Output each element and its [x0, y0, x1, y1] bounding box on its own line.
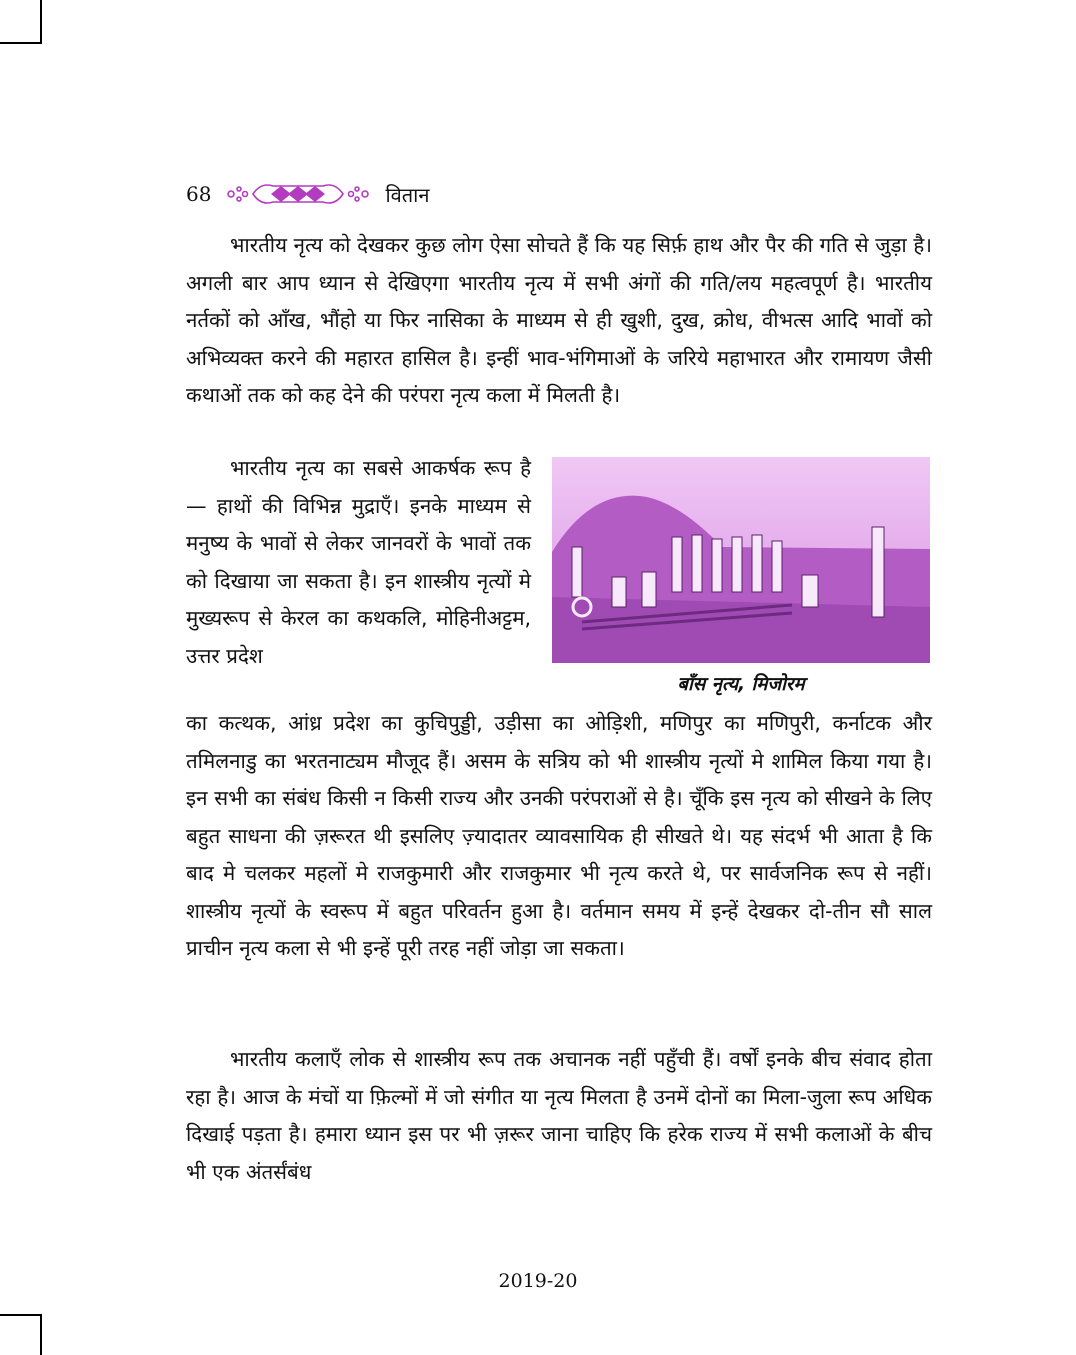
book-title: वितान	[385, 182, 430, 207]
crop-mark-bottom-vertical	[40, 1314, 42, 1355]
page-header	[186, 180, 429, 208]
crop-mark-top-horizontal	[0, 42, 42, 44]
crop-mark-top-vertical	[40, 0, 42, 44]
paragraph-2-start: भारतीय नृत्य का सबसे आकर्षक रूप है— हाथों की विभिन्न मुद्राएँ। इनके माध्यम से मनुष्य के भावों से लेकर जानवरों के भावों तक को दिखाया जा सकता है। इन शास्त्रीय नृत्यों मे मुख्यरूप से केरल का कथकलि, मोहिनीअट्टम, उत्तर प्रदेश	[186, 456, 531, 668]
paragraph-1	[186, 227, 932, 415]
paragraph-2-wrapped	[186, 450, 531, 675]
footer-year: 2019-20	[498, 1270, 578, 1292]
paragraph-2-rest: का कत्थक, आंध्र प्रदेश का कुचिपुड्डी, उड़ीसा का ओड़िशी, मणिपुर का मणिपुरी, कर्नाटक और तमिलनाडु का भरतनाट्यम मौजूद हैं। असम के सत्रिय को भी शास्त्रीय नृत्यों मे शामिल किया गया है। इन सभी का संबंध किसी न किसी राज्य और उनकी परंपराओं से है। चूँकि इस नृत्य को सीखने के लिए बहुत साधना की ज़रूरत थी इसलिए ज़्यादातर व्यावसायिक ही सीखते थे। यह संदर्भ भी आता है कि बाद मे चलकर महलों मे राजकुमारी और राजकुमार भी नृत्य करते थे, पर सार्वजनिक रूप से नहीं। शास्त्रीय नृत्यों के स्वरूप में बहुत परिवर्तन हुआ है। वर्तमान समय में इन्हें देखकर दो-तीन सौ साल प्राचीन नृत्य कला से भी इन्हें पूरी तरह नहीं जोड़ा जा सकता।	[186, 711, 932, 960]
paragraph-1-text: भारतीय नृत्य को देखकर कुछ लोग ऐसा सोचते हैं कि यह सिर्फ़ हाथ और पैर की गति से जुड़ा है। अगली बार आप ध्यान से देखिएगा भारतीय नृत्य में सभी अंगों की गति/लय महत्वपूर्ण है। भारतीय नर्तकों को आँख, भौंहो या फिर नासिका के माध्यम से ही खुशी, दुख, क्रोध, वीभत्स आदि भावों को अभिव्यक्त करने की महारत हासिल है। इन्हीं भाव-भंगिमाओं के जरिये महाभारत और रामायण जैसी कथाओं तक को कह देने की परंपरा नृत्य कला में मिलती है।	[186, 233, 932, 407]
bamboo-dance-photo	[552, 457, 930, 663]
figure-caption: बाँस नृत्य, मिजोरम	[677, 674, 805, 695]
paragraph-3	[186, 1041, 932, 1191]
page-number: 68	[186, 182, 212, 206]
crop-mark-bottom-horizontal	[0, 1314, 42, 1316]
paragraph-2-continued	[186, 705, 932, 968]
paragraph-3-text: भारतीय कलाएँ लोक से शास्त्रीय रूप तक अचानक नहीं पहुँची हैं। वर्षों इनके बीच संवाद होता रहा है। आज के मंचों या फ़िल्मों में जो संगीत या नृत्य मिलता है उनमें दोनों का मिला-जुला रूप अधिक दिखाई पड़ता है। हमारा ध्यान इस पर भी ज़रूर जाना चाहिए कि हरेक राज्य में सभी कलाओं के बीच भी एक अंतर्संबंध	[186, 1047, 932, 1184]
figure-bamboo-dance	[552, 457, 930, 696]
decorative-ornament-icon	[223, 180, 373, 208]
